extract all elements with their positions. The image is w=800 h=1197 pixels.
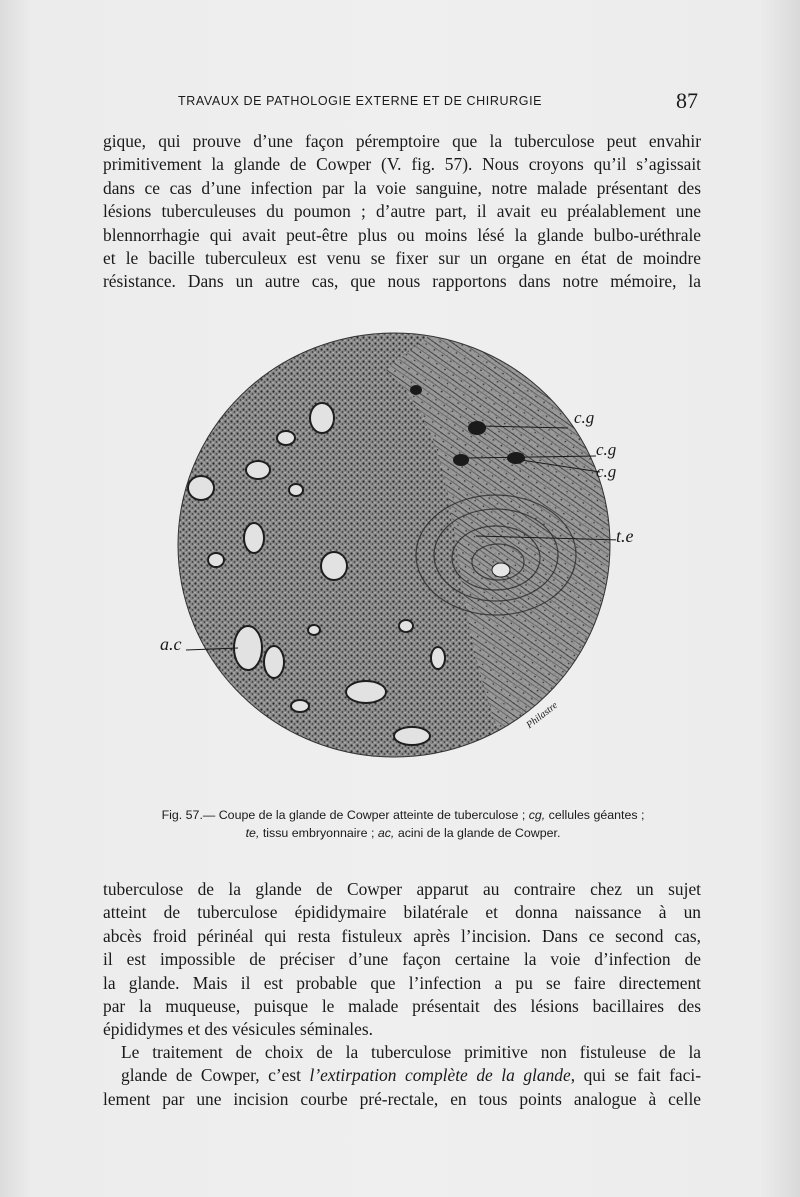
label-cg: c.g bbox=[574, 408, 595, 427]
histology-section-illustration bbox=[176, 330, 616, 760]
text-line: abcès froid périnéal qui resta fistuleux après l’incision. Dans ce second cas, bbox=[103, 925, 701, 946]
text-line: gique, qui prouve d’une façon péremptoire que la tuberculose peut envahir bbox=[103, 131, 701, 151]
caption-abbr-te: te, bbox=[245, 826, 260, 840]
figure-caption bbox=[102, 806, 704, 842]
caption-text: tissu embryonnaire ; bbox=[259, 826, 378, 840]
text-line: Le traitement de choix de la tuberculose primitive non fistuleuse de la bbox=[121, 1042, 701, 1062]
text-run: glande de Cowper, c’est bbox=[121, 1065, 310, 1086]
text-line: il est impossible de préciser d’une façon certaine la voie d’infection de bbox=[103, 949, 701, 970]
text-line: la glande. Mais il est probable que l’infection a pu se faire directement bbox=[103, 972, 701, 993]
text-line: épididymes et des vésicules séminales. bbox=[103, 1019, 373, 1040]
emphasis-text: l’extirpation complète de la glande bbox=[309, 1065, 571, 1086]
text-line: atteint de tuberculose épididymaire bilatérale et donna naissance à un bbox=[103, 902, 701, 923]
label-cg: c.g bbox=[596, 462, 617, 481]
caption-text: Coupe de la glande de Cowper atteinte de tuberculose ; bbox=[215, 808, 529, 822]
caption-text: cellules géantes ; bbox=[545, 808, 645, 822]
caption-text: acini de la glande de Cowper. bbox=[394, 826, 561, 840]
caption-line-1 bbox=[102, 806, 704, 824]
page-number: 87 bbox=[676, 88, 698, 113]
caption-abbr-ac: ac, bbox=[377, 826, 395, 840]
label-ac: a.c bbox=[160, 634, 182, 654]
text-line bbox=[103, 1064, 701, 1087]
text-line: lésions tuberculeuses du poumon ; d’autre part, il avait eu préalablement une bbox=[103, 201, 701, 222]
caption-line-2 bbox=[102, 824, 704, 842]
caption-figure-label: Fig. 57.— bbox=[161, 808, 216, 822]
paragraph-2 bbox=[103, 878, 701, 1042]
text-line: lement par une incision courbe pré-rectale, en tous points analogue à celle bbox=[103, 1088, 701, 1109]
label-te: t.e bbox=[616, 526, 634, 546]
engraver-signature: Philastre bbox=[524, 699, 560, 732]
running-head: TRAVAUX DE PATHOLOGIE EXTERNE ET DE CHIRURGIE bbox=[178, 94, 543, 108]
text-line: primitivement la glande de Cowper (V. fig. 57). Nous croyons qu’il s’agissait bbox=[103, 154, 701, 175]
caption-abbr-cg: cg, bbox=[528, 808, 546, 822]
text-run: , qui se fait faci- bbox=[570, 1065, 701, 1086]
text-line: dans ce cas d’une infection par la voie sanguine, notre malade présentant des bbox=[103, 177, 701, 198]
histology-figure bbox=[160, 330, 634, 760]
text-line: et le bacille tuberculeux est venu se fixer sur un organe en état de moindre bbox=[103, 248, 701, 269]
text-line: tuberculose de la glande de Cowper apparut au contraire chez un sujet bbox=[103, 879, 701, 899]
text-line: par la muqueuse, puisque le malade présentait des lésions bacillaires des bbox=[103, 996, 701, 1017]
paragraph-1 bbox=[103, 130, 701, 294]
label-cg: c.g bbox=[596, 440, 617, 459]
text-line: résistance. Dans un autre cas, que nous rapportons dans notre mémoire, la bbox=[103, 271, 701, 292]
paragraph-3 bbox=[103, 1041, 701, 1111]
text-line: blennorrhagie qui avait peut-être plus ou moins lésé la glande bulbo-uréthrale bbox=[103, 224, 701, 245]
